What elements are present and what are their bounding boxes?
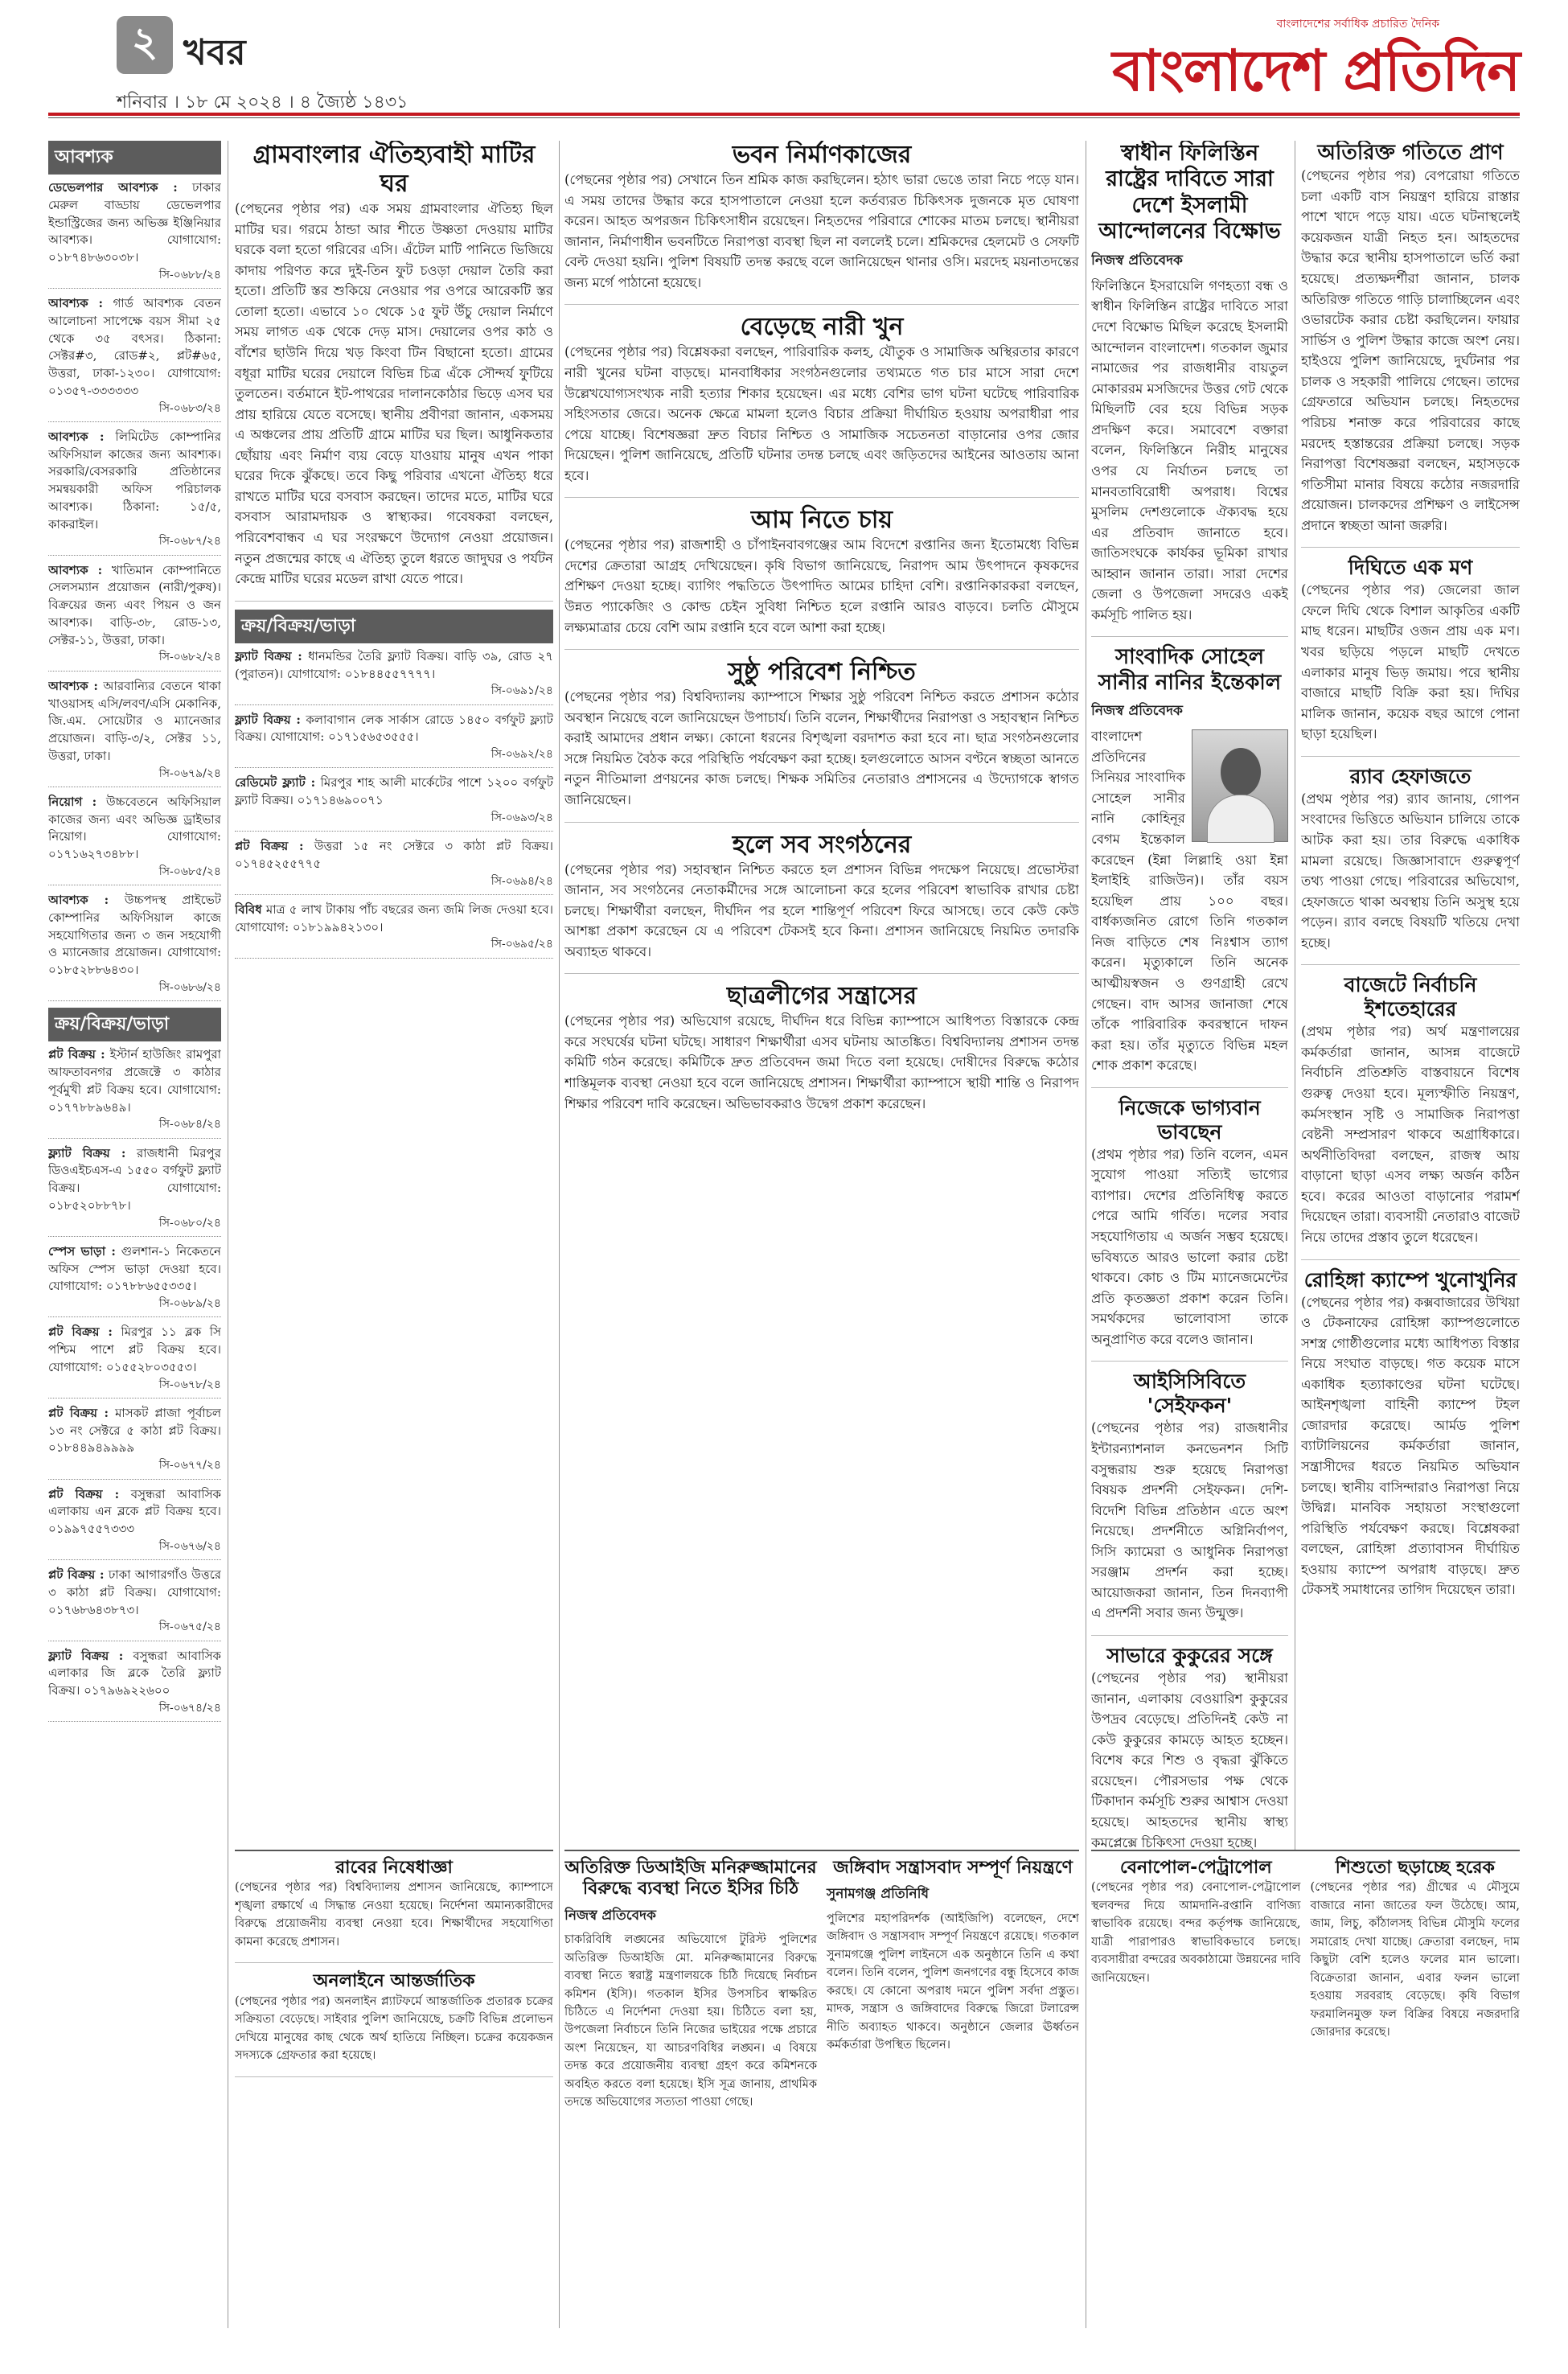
classified-text: মাত্র ৫ লাখ টাকায় পাঁচ বছরের জন্য জমি লিজ দেওয়া হবে। যোগাযোগ: ০১৮১৯৯৪২১৩০।: [235, 902, 553, 934]
classifieds-column: [48, 141, 221, 2328]
classified-title: স্পেস ভাড়া :: [48, 1243, 116, 1259]
story-headline: সাংবাদিক সোহেল সানীর নানির ইন্তেকাল: [1098, 645, 1282, 695]
classified-item: [48, 1046, 221, 1138]
story-body: (পেছনের পৃষ্ঠার পর) বিশ্লেষকরা বলছেন, পারিবারিক কলহ, যৌতুক ও সামাজিক অস্থিরতার কারণে নারী খুনের ঘটনা বাড়ছে। মানবাধিকার সংগঠনগুলোর তথ্যমতে গত চার মাসে সারা দেশে উল্লেখযোগ্যসংখ্যক নারী হত্যার শিকার হয়েছেন। এর মধ্যে বেশির ভাগ ঘটনা ঘটেছে পারিবারিক সহিংসতার জেরে। অনেক ক্ষেত্রে মামলা হলেও বিচার প্রক্রিয়া দীর্ঘায়িত হওয়ায় অপরাধীরা পার পেয়ে যাচ্ছে। বিশেষজ্ঞরা দ্রুত বিচার নিশ্চিত ও সামাজিক সচেতনতা বাড়ানোর ওপর জোর দিয়েছেন। পুলিশ জানিয়েছে, প্রতিটি ঘটনার তদন্ত চলছে এবং জড়িতদের আইনের আওতায় আনা হবে।: [564, 344, 1079, 483]
story-headline: সাভারে কুকুরের সঙ্গে: [1106, 1644, 1273, 1667]
dateline: শনিবার । ১৮ মে ২০২৪ । ৪ জ্যৈষ্ঠ ১৪৩১: [117, 92, 408, 113]
classified-ref: সি-০৬৯২/২৪: [491, 748, 553, 762]
classified-ref: সি-০৬৭৭/২৪: [158, 1459, 221, 1472]
classified-title: আবশ্যক :: [48, 429, 105, 444]
classified-ref: সি-০৬৮৮/২৪: [158, 268, 221, 281]
classified-text: খাতিমান কোম্পানিতে সেলসম্যান প্রয়োজন (নারী/পুরুষ)। বিক্রয়ের জন্য এবং পিয়ন ও জন আবশ্যক। বাড়ি-৩৮, রোড-১৩, সেক্টর-১১, উত্তরা, ঢাকা।: [48, 562, 221, 647]
story-sale2: [235, 610, 553, 973]
classified-ref: সি-০৬৮৩/২৪: [158, 401, 221, 415]
story-rab-ban: [235, 1858, 553, 1963]
classified-title: বিবিধ: [235, 902, 262, 917]
classified-title: প্লট বিক্রয় :: [48, 1486, 120, 1501]
classified-heading-sale2: ক্রয়/বিক্রয়/ভাড়া: [235, 610, 553, 643]
story-budget: [1301, 973, 1520, 1259]
story-lucky: [1091, 1096, 1288, 1362]
classified-text: মিরপুর শাহ আলী মার্কেটের পাশে ১২০০ বর্গফুট ফ্ল্যাট বিক্রয়। ০১৭১৪৬৯০০৭১: [235, 775, 553, 808]
story-headline: হলে সব সংগঠনের: [732, 830, 912, 859]
header-rule-thin: [48, 117, 1520, 118]
classified-title: আবশ্যক :: [48, 678, 98, 693]
story-mango: [564, 506, 1079, 650]
classified-title: নিয়োগ :: [48, 794, 97, 809]
story-headline: অতিরিক্ত ডিআইজি মনিরুজ্জামানের বিরুদ্ধে ব্যবস্থা নিতে ইসির চিঠি: [564, 1858, 817, 1900]
story-body: ফিলিস্তিনে ইসরায়েলি গণহত্যা বন্ধ ও স্বাধীন ফিলিস্তিন রাষ্ট্রের দাবিতে সারা দেশে বিক্ষোভ মিছিল করেছে ইসলামী আন্দোলন বাংলাদেশ। গতকাল জুমার নামাজের পর রাজধানীর বায়তুল মোকাররম মসজিদের উত্তর গেট থেকে মিছিলটি বের হয়ে বিভিন্ন সড়ক প্রদক্ষিণ করে। সমাবেশে বক্তারা বলেন, ফিলিস্তিনে নিরীহ মানুষের ওপর যে নির্যাতন চলছে তা মানবতাবিরোধী অপরাধ। বিশ্বের মুসলিম দেশগুলোকে ঐক্যবদ্ধ হয়ে এর প্রতিবাদ জানাতে হবে। জাতিসংঘকে কার্যকর ভূমিকা রাখার আহ্বান জানান তারা। সারা দেশের জেলা ও উপজেলা সদরেও একই কর্মসূচি পালিত হয়।: [1091, 277, 1288, 622]
story-byline: নিজস্ব প্রতিবেদক: [1091, 702, 1183, 719]
story-headline: অতিরিক্ত গতিতে প্রাণ: [1317, 141, 1504, 165]
classified-list-sale2: [235, 648, 553, 959]
story-headline: স্বাধীন ফিলিস্তিন রাষ্ট্রের দাবিতে সারা দেশে ইসলামী আন্দোলনের বিক্ষোভ: [1098, 141, 1281, 244]
story-headline: বাজেটে নির্বাচনি ইশতেহারের: [1344, 973, 1477, 1021]
classified-item: [48, 1145, 221, 1237]
story-body: (পেছনের পৃষ্ঠার পর) বেনাপোল-পেট্রাপোল স্থলবন্দর দিয়ে আমদানি-রপ্তানি বাণিজ্য স্বাভাবিক রয়েছে। বন্দর কর্তৃপক্ষ জানিয়েছে, যাত্রী পারাপারও স্বাভাবিকভাবে চলছে। ব্যবসায়ীরা বন্দরের অবকাঠামো উন্নয়নের দাবি জানিয়েছেন।: [1091, 1881, 1301, 1985]
classified-title: প্লট বিক্রয় :: [48, 1047, 105, 1062]
classified-ref: সি-০৬৭৫/২৪: [158, 1620, 221, 1634]
story-body: (পেছনের পৃষ্ঠার পর) গ্রীষ্মের এ মৌসুমে বাজারে নানা জাতের ফল উঠেছে। আম, জাম, লিচু, কাঁঠালসহ বিভিন্ন মৌসুমি ফলের সমারোহ দেখা যাচ্ছে। ক্রেতারা বলছেন, দাম কিছুটা বেশি হলেও ফলের মান ভালো। বিক্রেতারা জানান, এবার ফলন ভালো হওয়ায় সরবরাহ বেড়েছে। কৃষি বিভাগ ফরমালিনমুক্ত ফল বিক্রির বিষয়ে নজরদারি জোরদার করেছে।: [1310, 1881, 1520, 2039]
classified-item: [235, 902, 553, 959]
story-chhatra-league: [564, 982, 1079, 1125]
classified-item: [48, 1405, 221, 1480]
classified-item: [48, 429, 221, 556]
portrait-photo: [1192, 729, 1288, 842]
story-safecon: [1091, 1370, 1288, 1636]
story-online-intl: [235, 1971, 553, 2076]
bottom-strip-row: [564, 1858, 1079, 2115]
story-headline: রাবের নিষেধাজ্ঞা: [335, 1858, 453, 1878]
story-building-construction: [564, 141, 1079, 305]
story-headline: অনলাইনে আন্তর্জাতিক: [313, 1971, 475, 1992]
classified-ref: সি-০৬৮৫/২৪: [158, 865, 221, 878]
classified-text: উত্তরা ১৫ নং সেক্টরে ৩ কাঠা প্লট বিক্রয়। ০১৭৪৫২৫৫৭৭৫: [235, 839, 553, 871]
story-headline: ছাত্রলীগের সন্ত্রাসের: [726, 982, 917, 1011]
classified-ref: সি-০৬৮৭/২৪: [158, 535, 221, 548]
story-all-organizations: [564, 831, 1079, 975]
story-dig-ec-letter: [564, 1858, 817, 2115]
story-byline: সুনামগঞ্জ প্রতিনিধি: [827, 1886, 930, 1903]
classified-list-needed: [48, 179, 221, 1001]
classified-text: গার্ড আবশ্যক বেতন আলোচনা সাপেক্ষে বয়স সীমা ২৫ থেকে ৩৫ বৎসর। ঠিকানা: সেক্টর#৩, রোড#২, প্লট#৬৫, উত্তরা, ঢাকা-১২৩০। যোগাযোগ: ০১৩৫৭-৩৩৩৩৩৩: [48, 296, 221, 398]
story-body: (পেছনের পৃষ্ঠার পর) বিশ্ববিদ্যালয় প্রশাসন জানিয়েছে, ক্যাম্পাসে শৃঙ্খলা রক্ষার্থে এ সিদ্ধান্ত নেওয়া হয়েছে। নির্দেশনা অমান্যকারীদের বিরুদ্ধে প্রয়োজনীয় ব্যবস্থা নেওয়া হবে। শিক্ষার্থীদের সহযোগিতা কামনা করেছে প্রশাসন।: [235, 1881, 553, 1949]
classified-text: আরবান্যির বেতনে থাকা খাওয়াসহ এসি/লবণ/এসি মেকানিক, জি.এম. সোয়েটার ও ম্যানেজার প্রয়োজন। বাড়ি-৩/২, সেক্টর ১১, উত্তরা, ঢাকা।: [48, 678, 221, 763]
story-headline: নিজেকে ভাগ্যবান ভাবছেন: [1119, 1095, 1261, 1144]
story-body: (পেছনের পৃষ্ঠার পর) জেলেরা জাল ফেলে দিঘি থেকে বিশাল আকৃতির একটি মাছ ধরেন। মাছটির ওজন প্রায় এক মণ। খবর ছড়িয়ে পড়লে মাছটি দেখতে এলাকার মানুষ ভিড় জমায়। পরে স্থানীয় বাজারে মাছটি বিক্রি করা হয়। দিঘির মালিক জানান, কয়েক বছর আগে পোনা ছাড়া হয়েছিল।: [1301, 582, 1520, 742]
classified-ref: সি-০৬৭৬/২৪: [158, 1539, 221, 1553]
story-speeding: [1301, 141, 1520, 548]
classified-ref: সি-০৬৮৪/২৪: [158, 1118, 221, 1132]
story-body: (পেছনের পৃষ্ঠার পর) স্থানীয়রা জানান, এলাকায় বেওয়ারিশ কুকুরের উপদ্রব বেড়েছে। প্রতিদিনই কেউ না কেউ কুকুরের কামড়ে আহত হচ্ছেন। বিশেষ করে শিশু ও বৃদ্ধরা ঝুঁকিতে রয়েছেন। পৌরসভার পক্ষ থেকে টিকাদান কর্মসূচি শুরুর আশ্বাস দেওয়া হয়েছে। আহতদের স্থানীয় স্বাস্থ্য কমপ্লেক্সে চিকিৎসা দেওয়া হচ্ছে।: [1091, 1670, 1288, 1850]
classified-item: [48, 1243, 221, 1318]
classified-text: ইস্টার্ন হাউজিং রামপুরা আফতাবনগর প্রজেক্টে ৩ কাঠার পূর্বমুখী প্লট বিক্রয় হবে। যোগাযোগ: ০১৭৭৮৮৯৬৪৯।: [48, 1047, 221, 1115]
classified-title: প্লট বিক্রয় :: [48, 1405, 109, 1420]
classified-text: উচ্চপদস্থ প্রাইভেট কোম্পানির অফিসিয়াল কাজে সহযোগিতার জন্য ৩ জন সহযোগী ও ম্যানেজার প্রয়োজন। যোগাযোগ: ০১৮৫২৮৮৬৪৩০।: [48, 893, 221, 978]
classified-item: [48, 794, 221, 885]
classified-item: [48, 1567, 221, 1641]
classified-ref: সি-০৬৯১/২৪: [491, 684, 553, 698]
classified-text: বসুন্ধরা আবাসিক এলাকায় এন ব্লকে প্লট বিক্রয় হবে। ০১৯৯৭৫৫৭৩৩৩: [48, 1486, 221, 1536]
page-number-badge: ২: [117, 16, 173, 74]
classified-ref: সি-০৬৭৯/২৪: [158, 766, 221, 780]
classified-title: প্লট বিক্রয় :: [48, 1567, 105, 1583]
story-mud-house: [235, 141, 553, 602]
classified-item: [48, 678, 221, 787]
story-savar-dog: [1091, 1644, 1288, 1864]
story-body: চাকরিবিধি লঙ্ঘনের অভিযোগে টুরিস্ট পুলিশের অতিরিক্ত ডিআইজি মো. মনিরুজ্জামানের বিরুদ্ধে ব্যবস্থা নিতে স্বরাষ্ট্র মন্ত্রণালয়কে চিঠি দিয়েছে নির্বাচন কমিশন (ইসি)। গতকাল ইসির উপসচিব স্বাক্ষরিত চিঠিতে এ নির্দেশনা দেওয়া হয়। চিঠিতে বলা হয়, উপজেলা নির্বাচনে তিনি নিজের ভাইয়ের পক্ষে প্রচারে অংশ নিয়েছেন, যা আচরণবিধির লঙ্ঘন। এ বিষয়ে তদন্ত করে প্রয়োজনীয় ব্যবস্থা গ্রহণ করে কমিশনকে অবহিত করতে বলা হয়েছে। ইসি সূত্র জানায়, প্রাথমিক তদন্তে অভিযোগের সত্যতা পাওয়া গেছে।: [564, 1933, 817, 2109]
bottom-strip-right-row: [1091, 1858, 1520, 2045]
classified-title: ফ্ল্যাট বিক্রয় :: [235, 648, 302, 663]
classified-title: প্লট বিক্রয় :: [235, 839, 304, 854]
story-rohingya: [1301, 1268, 1520, 1612]
story-body: (পেছনের পৃষ্ঠার পর) অনলাইন প্ল্যাটফর্মে আন্তর্জাতিক প্রতারক চক্রের সক্রিয়তা বেড়েছে। সাইবার পুলিশ জানিয়েছে, চক্রটি বিভিন্ন প্রলোভন দেখিয়ে মানুষের কাছ থেকে অর্থ হাতিয়ে নিচ্ছিল। চক্রের কয়েকজন সদস্যকে গ্রেফতার করা হয়েছে।: [235, 1994, 553, 2063]
classified-ref: সি-০৬৯৪/২৪: [491, 874, 553, 888]
classified-item: [235, 712, 553, 769]
story-body: (পেছনের পৃষ্ঠার পর) সেখানে তিন শ্রমিক কাজ করছিলেন। হঠাৎ ভারা ভেঙে তারা নিচে পড়ে যান। এ সময় তাদের উদ্ধার করে হাসপাতালে নেওয়া হলে কর্তব্যরত চিকিৎসক দুজনকে মৃত ঘোষণা করেন। আহত অপরজন চিকিৎসাধীন রয়েছেন। নিহতদের পরিবারে শোকের মাতম চলছে। স্থানীয়রা জানান, নির্মাণাধীন ভবনটিতে নিরাপত্তা ব্যবস্থা ছিল না বললেই চলে। শ্রমিকদের হেলমেট ও সেফটি বেল্ট দেওয়া হয়নি। পুলিশ বিষয়টি তদন্ত করছে বলে জানিয়েছেন থানার ওসি। মরদেহ ময়নাতদন্তের জন্য মর্গে পাঠানো হয়েছে।: [564, 172, 1079, 290]
classified-text: রাজধানী মিরপুর ডিওএইচএস-এ ১৫৫০ বর্গফুট ফ্ল্যাট বিক্রয়। যোগাযোগ: ০১৮৫২০৮৮৭৮।: [48, 1145, 221, 1213]
story-byline: নিজস্ব প্রতিবেদক: [1091, 252, 1183, 269]
story-fair-environment: [564, 658, 1079, 822]
story-headline: আম নিতে চায়: [750, 506, 893, 535]
story-byline: নিজস্ব প্রতিবেদক: [564, 1907, 656, 1924]
classified-item: [48, 295, 221, 422]
classified-title: ফ্ল্যাট বিক্রয় :: [48, 1648, 124, 1663]
classified-heading-needed: আবশ্যক: [48, 141, 221, 175]
story-body: (পেছনের পৃষ্ঠার পর) সহাবস্থান নিশ্চিত করতে হল প্রশাসন বিভিন্ন পদক্ষেপ নিয়েছে। প্রভোস্টরা জানান, সব সংগঠনের নেতাকর্মীদের সঙ্গে আলোচনা করে হলের পরিবেশ স্বাভাবিক রাখার চেষ্টা চলছে। শিক্ষার্থীরা বলছেন, দীর্ঘদিন পর হলে শান্তিপূর্ণ পরিবেশ ফিরে আসছে। তবে কেউ কেউ আশঙ্কা প্রকাশ করেছেন যে এ পরিবেশ টেকসই হবে কিনা। প্রশাসন জানিয়েছে নিয়মিত তদারকি অব্যাহত থাকবে।: [564, 861, 1079, 959]
classified-ref: সি-০৬৭৪/২৪: [158, 1701, 221, 1715]
classified-text: গুলশান-১ নিকেতনে অফিস স্পেস ভাড়া দেওয়া হবে। যোগাযোগ: ০১৭৮৮৬৫৫৩৩৫।: [48, 1243, 221, 1294]
story-body: (পেছনের পৃষ্ঠার পর) এক সময় গ্রামবাংলার ঐতিহ্য ছিল মাটির ঘর। গরমে ঠান্ডা আর শীতে উষ্ণতা দেওয়ায় মাটির ঘরকে বলা হতো গরিবের এসি। এঁটেল মাটি পানিতে ভিজিয়ে কাদায় পরিণত করে দুই-তিন ফুট চওড়া দেয়াল তৈরি করা হতো। প্রতিটি স্তর শুকিয়ে নেওয়ার পর ওপরে আরেকটি স্তর তোলা হতো। এভাবে ১০ থেকে ১৫ ফুট উঁচু দেয়াল নির্মাণে সময় লাগত এক থেকে দেড় মাস। দেয়ালের ওপর কাঠ ও বাঁশের ছাউনি দিয়ে খড় কিংবা টিন বিছানো হতো। গ্রামের বধূরা মাটির ঘরের দেয়ালে বিভিন্ন চিত্র এঁকে সৌন্দর্য ফুটিয়ে তুলতেন। বর্তমানে ইট-পাথরের দালানকোঠার ভিড়ে এসব ঘর প্রায় হারিয়ে যেতে বসেছে। স্থানীয় প্রবীণরা জানান, একসময় এ অঞ্চলের প্রায় প্রতিটি গ্রামে মাটির ঘর ছিল। আধুনিকতার ছোঁয়ায় এবং নির্মাণ ব্যয় বেড়ে যাওয়ায় মানুষ এখন পাকা ঘরের দিকে ঝুঁকছে। তবে কিছু পরিবার এখনো ঐতিহ্য ধরে রাখতে মাটির ঘরে বসবাস করছেন। তাদের মতে, মাটির ঘরে বসবাস আরামদায়ক ও স্বাস্থ্যকর। গবেষকরা বলছেন, পরিবেশবান্ধব এ ঘর সংরক্ষণে উদ্যোগ নেওয়া প্রয়োজন। নতুন প্রজন্মের কাছে এ ঐতিহ্য তুলে ধরতে জাদুঘর ও পর্যটন কেন্দ্রে মাটির ঘরের মডেল রাখা যেতে পারে।: [235, 201, 553, 587]
brand-tagline: বাংলাদেশের সর্বাধিক প্রচারিত দৈনিক: [1276, 18, 1439, 31]
classified-title: ফ্ল্যাট বিক্রয় :: [235, 712, 301, 727]
story-headline: শিশুতো ছড়াচ্ছে হরেক: [1335, 1858, 1495, 1878]
story-headline: আইসিসিবিতে 'সেইফকন': [1133, 1370, 1246, 1418]
classified-ref: সি-০৬৮৬/২৪: [158, 980, 221, 994]
classified-text: বসুন্ধরা আবাসিক এলাকার জি ব্লকে তৈরি ফ্ল্যাট বিক্রয়। ০১৭৯৬৯২২৬০০: [48, 1648, 221, 1698]
classified-heading-sale: ক্রয়/বিক্রয়/ভাড়া: [48, 1008, 221, 1041]
classified-title: ডেভেলপার আবশ্যক :: [48, 180, 178, 195]
story-militancy-control: [827, 1858, 1079, 2115]
classified-text: ঢাকা আগারগাঁও উত্তরে ৩ কাঠা প্লট বিক্রয়। যোগাযোগ: ০১৭৬৮৬৪৩৮৭৩।: [48, 1567, 221, 1617]
story-obituary: [1091, 645, 1288, 1087]
classified-title: আবশ্যক :: [48, 893, 109, 908]
story-headline: গ্রামবাংলার ঐতিহ্যবাহী মাটির ঘর: [252, 141, 536, 198]
classified-title: প্লট বিক্রয় :: [48, 1325, 113, 1340]
header-rule: [48, 113, 1520, 116]
story-headline: বেনাপোল-পেট্রাপোল: [1119, 1858, 1272, 1878]
story-body: (পেছনের পৃষ্ঠার পর) কক্সবাজারের উখিয়া ও টেকনাফের রোহিঙ্গা ক্যাম্পগুলোতে সশস্ত্র গোষ্ঠীগুলোর মধ্যে আধিপত্য বিস্তার নিয়ে সংঘাত বাড়ছে। গত কয়েক মাসে একাধিক হত্যাকাণ্ডের ঘটনা ঘটেছে। আইনশৃঙ্খলা বাহিনী ক্যাম্পে টহল জোরদার করেছে। আর্মড পুলিশ ব্যাটালিয়নের কর্মকর্তারা জানান, সন্ত্রাসীদের ধরতে নিয়মিত অভিযান চলছে। স্থানীয় বাসিন্দারাও নিরাপত্তা নিয়ে উদ্বিগ্ন। মানবিক সহায়তা সংস্থাগুলো পরিস্থিতি পর্যবেক্ষণ করছে। বিশ্লেষকরা বলছেন, রোহিঙ্গা প্রত্যাবাসন দীর্ঘায়িত হওয়ায় ক্যাম্পে অপরাধ বাড়ছে। দ্রুত টেকসই সমাধানের তাগিদ দিয়েছেন তারা।: [1301, 1294, 1520, 1598]
story-headline: দিঘিতে এক মণ: [1348, 556, 1473, 580]
classified-title: আবশ্যক :: [48, 296, 104, 311]
section-name: খবর: [183, 32, 246, 73]
story-body: বাংলাদেশ প্রতিদিনের সিনিয়র সাংবাদিক সোহেল সানীর নানি কোহিনূর বেগম ইন্তেকাল করেছেন (ইন্না লিল্লাহি ওয়া ইন্না ইলাইহি রাজিউন)। তাঁর বয়স হয়েছিল প্রায় ১০০ বছর। বার্ধক্যজনিত রোগে তিনি গতকাল নিজ বাড়িতে শেষ নিঃশ্বাস ত্যাগ করেন। মৃত্যুকালে তিনি অনেক আত্মীয়স্বজন ও গুণগ্রাহী রেখে গেছেন। বাদ আসর জানাজা শেষে তাঁকে পারিবারিক কবরস্থানে দাফন করা হয়। তাঁর মৃত্যুতে বিভিন্ন মহল শোক প্রকাশ করেছে।: [1091, 729, 1288, 1074]
story-palestine-protest: [1091, 141, 1288, 637]
story-body: (পেছনের পৃষ্ঠার পর) রাজধানীর ইন্টারন্যাশনাল কনভেনশন সিটি বসুন্ধরায় শুরু হয়েছে নিরাপত্তা বিষয়ক প্রদর্শনী সেইফকন। দেশি-বিদেশি বিভিন্ন প্রতিষ্ঠান এতে অংশ নিয়েছে। প্রদর্শনীতে অগ্নিনির্বাপণ, সিসি ক্যামেরা ও আধুনিক নিরাপত্তা সরঞ্জাম প্রদর্শন করা হচ্ছে। আয়োজকরা জানান, তিন দিনব্যাপী এ প্রদর্শনী সবার জন্য উন্মুক্ত।: [1091, 1420, 1288, 1621]
classified-ref: সি-০৬৯৫/২৪: [491, 938, 553, 951]
classified-title: রেডিমেট ফ্ল্যাট :: [235, 775, 316, 791]
column-divider: [559, 141, 560, 2328]
classified-ref: সি-০৬৭৮/২৪: [158, 1378, 221, 1391]
story-fruits: [1311, 1858, 1521, 2045]
story-body: (পেছনের পৃষ্ঠার পর) বিশ্ববিদ্যালয় ক্যাম্পাসে শিক্ষার সুষ্ঠু পরিবেশ নিশ্চিত করতে প্রশাসন কঠোর অবস্থান নিয়েছে বলে জানিয়েছেন উপাচার্য। তিনি বলেন, শিক্ষার্থীদের নিরাপত্তা ও সহাবস্থান নিশ্চিত করাই আমাদের প্রধান লক্ষ্য। কোনো ধরনের বিশৃঙ্খলা বরদাশত করা হবে না। ছাত্র সংগঠনগুলোর সঙ্গে নিয়মিত বৈঠক করে পরিস্থিতি পর্যবেক্ষণ করা হচ্ছে। হলগুলোতে আসন বণ্টনে স্বচ্ছতা আনতে নতুন নীতিমালা প্রণয়নের কাজ চলছে। শিক্ষক সমিতির নেতারাও প্রশাসনের এ উদ্যোগকে স্বাগত জানিয়েছেন।: [564, 689, 1079, 807]
story-headline: জঙ্গিবাদ সন্ত্রাসবাদ সম্পূর্ণ নিয়ন্ত্রণে: [833, 1858, 1073, 1878]
classified-item: [48, 562, 221, 672]
story-headline: সুষ্ঠু পরিবেশ নিশ্চিত: [728, 658, 916, 687]
classified-ref: সি-০৬৯৩/২৪: [491, 811, 553, 824]
classified-text: মিরপুর ১১ ব্লক সি পশ্চিম পাশে প্লট বিক্রয় হবে। যোগাযোগ: ০১৫৫২৮০৩৫৫৩।: [48, 1325, 221, 1374]
story-body: পুলিশের মহাপরিদর্শক (আইজিপি) বলেছেন, দেশে জঙ্গিবাদ ও সন্ত্রাসবাদ সম্পূর্ণ নিয়ন্ত্রণে রয়েছে। গতকাল সুনামগঞ্জে পুলিশ লাইনসে এক অনুষ্ঠানে তিনি এ কথা বলেন। তিনি বলেন, পুলিশ জনগণের বন্ধু হিসেবে কাজ করছে। যে কোনো অপরাধ দমনে পুলিশ সর্বদা প্রস্তুত। মাদক, সন্ত্রাস ও জঙ্গিবাদের বিরুদ্ধে জিরো টলারেন্স নীতি অব্যাহত থাকবে। অনুষ্ঠানে জেলার ঊর্ধ্বতন কর্মকর্তারা উপস্থিত ছিলেন।: [827, 1912, 1079, 2052]
classified-text: লিমিটেড কোম্পানির অফিসিয়াল কাজের জন্য আবশ্যক। সরকারি/বেসরকারি প্রতিষ্ঠানের সমন্বয়কারী অফিস পরিচালক আবশ্যক। ঠিকানা: ১৫/৫, কাকরাইল।: [48, 429, 221, 532]
classified-item: [48, 1648, 221, 1723]
bottom-strip-left: [235, 1850, 553, 2328]
story-body: (প্রথম পৃষ্ঠার পর) অর্থ মন্ত্রণালয়ের কর্মকর্তারা জানান, আসন্ন বাজেটে নির্বাচনি প্রতিশ্রুতি বাস্তবায়নে বিশেষ গুরুত্ব দেওয়া হবে। মূল্যস্ফীতি নিয়ন্ত্রণ, কর্মসংস্থান সৃষ্টি ও সামাজিক নিরাপত্তা বেষ্টনী সম্প্রসারণ থাকবে অগ্রাধিকারে। অর্থনীতিবিদরা বলছেন, রাজস্ব আয় বাড়ানো ছাড়া এসব লক্ষ্য অর্জন কঠিন হবে। করের আওতা বাড়ানোর পরামর্শ দিয়েছেন তারা। ব্যবসায়ী নেতারাও বাজেট নিয়ে তাদের প্রস্তাব তুলে ধরেছেন।: [1301, 1024, 1520, 1245]
classified-item: [235, 838, 553, 895]
story-body: (পেছনের পৃষ্ঠার পর) রাজশাহী ও চাঁপাইনবাবগঞ্জের আম বিদেশে রপ্তানির জন্য ইতোমধ্যে বিভিন্ন দেশের ক্রেতারা আগ্রহ দেখিয়েছেন। কৃষি বিভাগ জানিয়েছে, নিরাপদ আম উৎপাদনে কৃষকদের প্রশিক্ষণ দেওয়া হচ্ছে। ব্যাগিং পদ্ধতিতে উৎপাদিত আমের চাহিদা বেশি। রপ্তানিকারকরা বলছেন, উন্নত প্যাকেজিং ও কোল্ড চেইন সুবিধা নিশ্চিত হলে রপ্তানি আরও বাড়বে। চলতি মৌসুমে লক্ষ্যমাত্রার চেয়ে বেশি আম রপ্তানি হবে বলে আশা করা হচ্ছে।: [564, 537, 1079, 635]
story-women-murder: [564, 313, 1079, 498]
classified-title: আবশ্যক :: [48, 562, 103, 577]
classified-text: মাসকট প্লাজা পূর্বাচল ১৩ নং সেক্টরে ৫ কাঠা প্লট বিক্রয়। ০১৮৪৪৯৪৯৯৯৯: [48, 1405, 221, 1456]
classified-item: [235, 774, 553, 832]
bottom-strip: [564, 1850, 1079, 2328]
classified-item: [48, 892, 221, 1001]
story-headline: ভবন নির্মাণকাজের: [732, 141, 912, 169]
classified-item: [235, 648, 553, 705]
classified-text: উচ্চবেতনে অফিসিয়াল কাজের জন্য এবং অভিজ্ঞ ড্রাইভার নিয়োগ। যোগাযোগ: ০১৭১৬২৭৩৪৮৮।: [48, 794, 221, 862]
classified-text: ঢাকার মেরুল বাড্ডায় ডেভেলপার ইন্ডাস্ট্রিজের জন্য অভিজ্ঞ ইঞ্জিনিয়ার আবশ্যক। যোগাযোগ: ০১৮৭৪৮৬৩০৩৮।: [48, 180, 221, 265]
story-headline: র‌্যাব হেফাজতে: [1349, 764, 1472, 788]
newspaper-masthead: বাংলাদেশ প্রতিদিন: [1112, 38, 1520, 104]
classified-ref: সি-০৬৮২/২৪: [158, 651, 221, 664]
page-header: [0, 0, 1568, 137]
story-headline: বেড়েছে নারী খুন: [740, 313, 904, 342]
classified-title: ফ্ল্যাট বিক্রয় :: [48, 1145, 126, 1160]
story-body: (প্রথম পৃষ্ঠার পর) র‌্যাব জানায়, গোপন সংবাদের ভিত্তিতে অভিযান চালিয়ে তাকে আটক করা হয়। তার বিরুদ্ধে একাধিক মামলা রয়েছে। জিজ্ঞাসাবাদে গুরুত্বপূর্ণ তথ্য পাওয়া গেছে। পরিবারের অভিযোগ, হেফাজতে থাকা অবস্থায় তিনি অসুস্থ হয়ে পড়েন। র‌্যাব বলছে বিষয়টি খতিয়ে দেখা হচ্ছে।: [1301, 791, 1520, 951]
classified-text: ধানমন্ডির তৈরি ফ্ল্যাট বিক্রয়। বাড়ি ৩৯, রোড ২৭ (পুরাতন)। যোগাযোগ: ০১৮৪৪৫৫৭৭৭৭।: [235, 648, 553, 681]
story-body: (পেছনের পৃষ্ঠার পর) বেপরোয়া গতিতে চলা একটি বাস নিয়ন্ত্রণ হারিয়ে রাস্তার পাশে খাদে পড়ে যায়। এতে ঘটনাস্থলেই কয়েকজন যাত্রী নিহত হন। আহতদের উদ্ধার করে স্থানীয় হাসপাতালে ভর্তি করা হয়েছে। প্রত্যক্ষদর্শীরা জানান, চালক অতিরিক্ত গতিতে গাড়ি চালাচ্ছিলেন এবং ওভারটেক করার চেষ্টা করছিলেন। ফায়ার সার্ভিস ও পুলিশ উদ্ধার কাজে অংশ নেয়। হাইওয়ে পুলিশ জানিয়েছে, দুর্ঘটনার পর চালক ও সহকারী পালিয়ে গেছেন। তাদের গ্রেফতারে অভিযান চলছে। নিহতদের পরিচয় শনাক্ত করে পরিবারের কাছে মরদেহ হস্তান্তরের প্রক্রিয়া চলছে। সড়ক নিরাপত্তা বিশেষজ্ঞরা বলছেন, মহাসড়কে গতিসীমা মানার বিষয়ে কঠোর নজরদারি প্রয়োজন। চালকদের প্রশিক্ষণ ও লাইসেন্স প্রদানে স্বচ্ছতা আনা জরুরি।: [1301, 168, 1520, 533]
classified-item: [48, 1324, 221, 1399]
story-body: (পেছনের পৃষ্ঠার পর) অভিযোগ রয়েছে, দীর্ঘদিন ধরে বিভিন্ন ক্যাম্পাসে আধিপত্য বিস্তারকে কেন্দ্র করে সংঘর্ষের ঘটনা ঘটছে। সাধারণ শিক্ষার্থীরা এসব ঘটনায় আতঙ্কিত। বিশ্ববিদ্যালয় প্রশাসন তদন্ত কমিটি গঠন করেছে। কমিটিকে দ্রুত প্রতিবেদন জমা দিতে বলা হয়েছে। দোষীদের বিরুদ্ধে কঠোর শাস্তিমূলক ব্যবস্থা নেওয়া হবে বলে জানিয়েছে প্রশাসন। শিক্ষার্থীরা ক্যাম্পাসে স্থায়ী শান্তি ও নিরাপদ শিক্ষার পরিবেশ দাবি করেছেন। অভিভাবকরাও উদ্বেগ প্রকাশ করেছেন।: [564, 1013, 1079, 1111]
classified-list-sale: [48, 1046, 221, 1722]
classified-item: [48, 179, 221, 289]
classified-text: কলাবাগান লেক সার্কাস রোডে ১৪৫০ বর্গফুট ফ্ল্যাট বিক্রয়। যোগাযোগ: ০১৭১৫৬৫৩৫৫৫।: [235, 712, 553, 745]
story-rab-custody: [1301, 765, 1520, 966]
story-body: (প্রথম পৃষ্ঠার পর) তিনি বলেন, এমন সুযোগ পাওয়া সত্যিই ভাগ্যের ব্যাপার। দেশের প্রতিনিধিত্ব করতে পেরে আমি গর্বিত। দলের সবার সহযোগিতায় এ অর্জন সম্ভব হয়েছে। ভবিষ্যতে আরও ভালো করার চেষ্টা থাকবে। কোচ ও টিম ম্যানেজমেন্টের প্রতি কৃতজ্ঞতা প্রকাশ করেন তিনি। সমর্থকদের ভালোবাসা তাকে অনুপ্রাণিত করে বলেও জানান।: [1091, 1146, 1288, 1347]
classified-item: [48, 1486, 221, 1561]
classified-ref: সি-০৬৮০/২৪: [158, 1216, 221, 1230]
classified-ref: সি-০৬৮৯/২৪: [158, 1297, 221, 1311]
story-benapole: [1091, 1858, 1301, 2045]
story-dighi-fish: [1301, 556, 1520, 757]
story-headline: রোহিঙ্গা ক্যাম্পে খুনোখুনির: [1303, 1267, 1517, 1292]
bottom-strip-right: [1091, 1850, 1520, 2328]
